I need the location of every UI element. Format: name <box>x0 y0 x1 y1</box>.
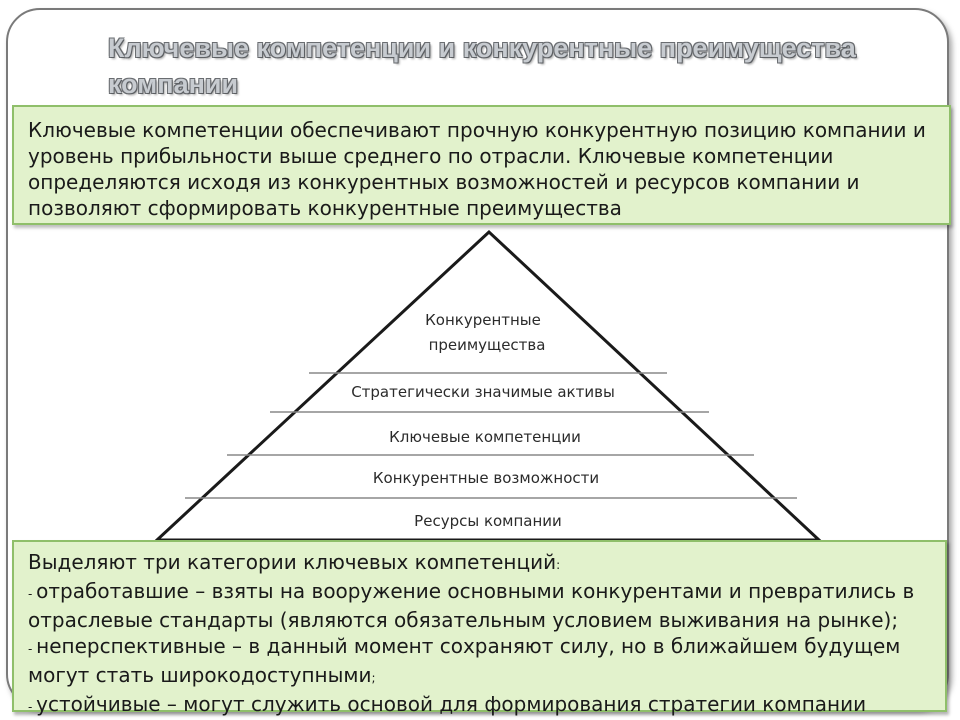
category-item-sustainable-text: могут служить основой для формирования стратегии компании <box>183 692 867 716</box>
categories-intro <box>28 549 931 578</box>
category-item-obsolete <box>28 578 931 633</box>
category-item-unpromising-dash: - <box>28 642 37 656</box>
category-item-obsolete-name: отработавшие <box>36 579 189 603</box>
pyramid-level-key-competences: Ключевые компетенции <box>389 428 581 446</box>
pyramid-level-capabilities: Конкурентные возможности <box>372 469 600 487</box>
categories-intro-text: Выделяют три категории ключевых компетенций <box>28 550 557 574</box>
category-item-unpromising-sep: – <box>225 634 249 658</box>
pyramid-level-advantages-line2: преимущества <box>428 336 546 354</box>
slide-title-line1: Ключевые компетенции и конкурентные преимущества <box>108 33 856 63</box>
pyramid-level-advantages-line1: Конкурентные <box>425 311 541 329</box>
category-item-sustainable <box>28 691 931 720</box>
category-item-obsolete-dash: - <box>28 587 37 601</box>
category-item-obsolete-paren-text: являются обязательным условием выживания на рынке <box>287 608 884 632</box>
category-item-obsolete-paren-open: ( <box>273 608 288 632</box>
category-item-sustainable-sep: – <box>160 692 184 716</box>
category-item-obsolete-text: взяты на вооружение основными конкурентами и превратились в отраслевые стандарты <box>28 579 915 632</box>
intro-text: Ключевые компетенции обеспечивают прочную конкурентную позицию компании и уровень прибыльности выше среднего по отрасли. Ключевые компетенции определяются исходя из конкурентных возможностей и ресурсов компании и позволяют сформировать конкурентные преимущества <box>28 118 926 220</box>
category-item-sustainable-dash: - <box>28 700 37 714</box>
category-item-sustainable-name: устойчивые <box>36 692 161 716</box>
slide-title-line2: компании <box>108 69 239 99</box>
category-item-unpromising-name: неперспективные <box>36 634 226 658</box>
categories-box <box>12 540 947 716</box>
category-item-unpromising-text: в данный момент сохраняют силу, но в ближайшем будущем могут стать широкодоступными <box>28 634 901 687</box>
categories-intro-end: : <box>556 558 561 572</box>
category-item-obsolete-sep: – <box>188 579 212 603</box>
category-item-obsolete-paren-close: ); <box>883 608 899 632</box>
category-item-unpromising <box>28 633 931 691</box>
pyramid-level-resources: Ресурсы компании <box>414 512 562 530</box>
category-item-unpromising-end: ; <box>371 671 376 685</box>
pyramid-level-strategic-assets: Стратегически значимые активы <box>351 383 615 401</box>
